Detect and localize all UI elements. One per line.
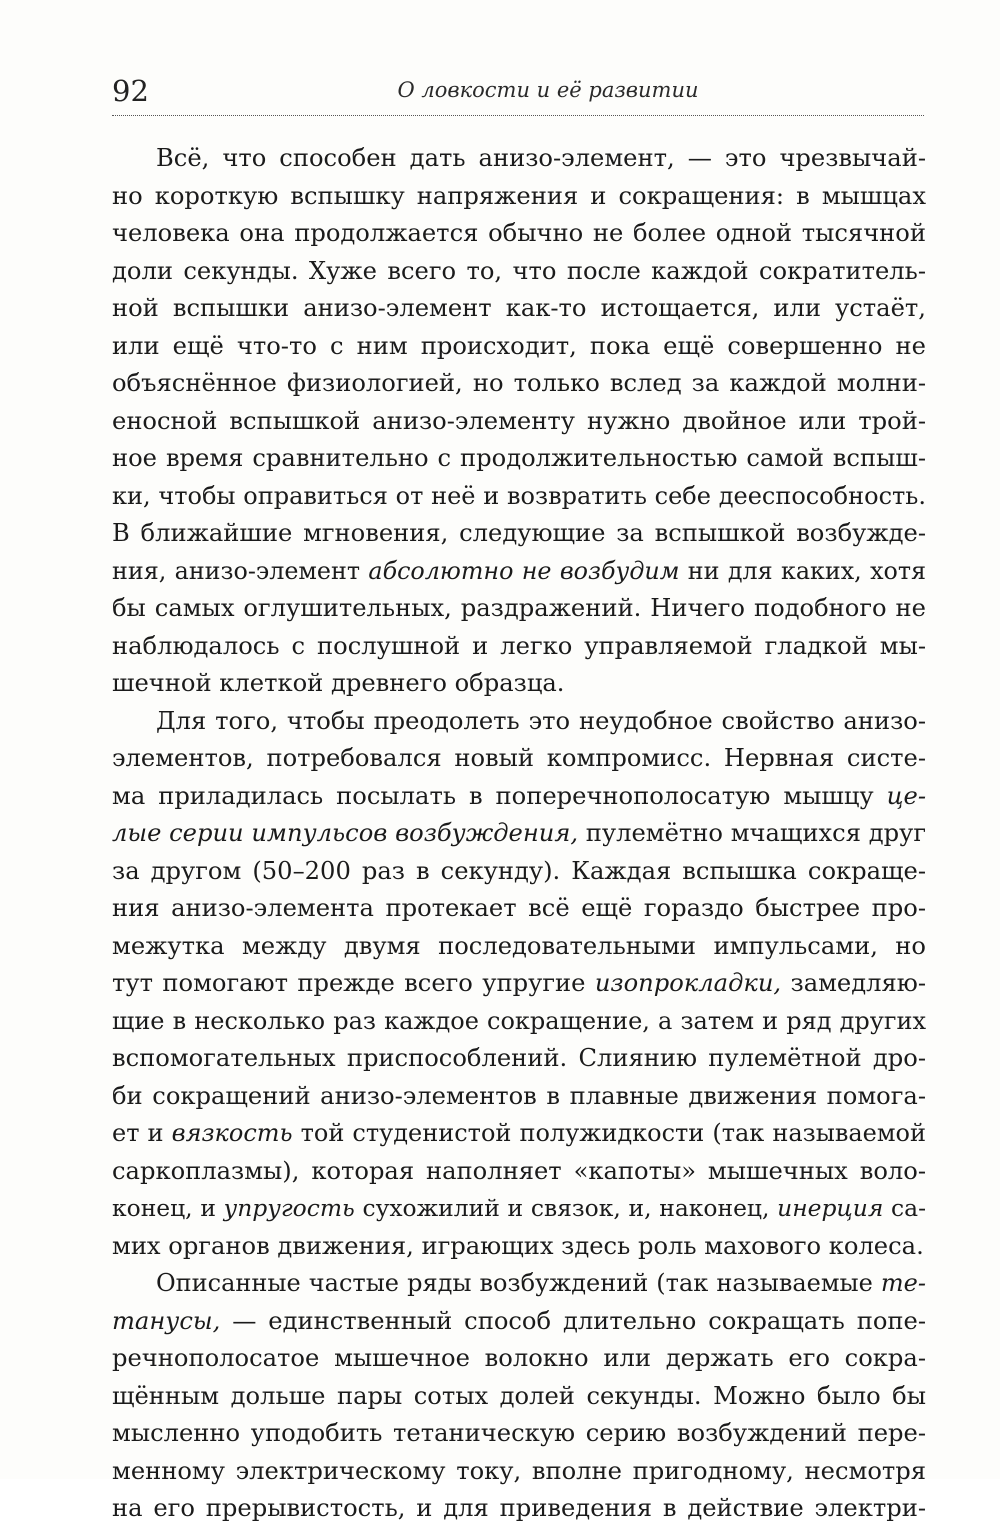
text-line: мих органов движения, играющих здесь роль махового колеса. [112,1231,924,1260]
text-line: Всё, что способен дать анизо-элемент, — это чрезвычай- [156,144,926,172]
italic-emphasis: изопрокладки, [594,969,782,997]
text-segment: ма приладилась посылать в поперечнополосатую мышцу [112,781,887,810]
text-line: еносной вспышкой анизо-элементу нужно двойное или трой- [112,406,926,435]
text-line: человека она продолжается обычно не более одной тысячной [112,219,926,247]
paragraph-2 [112,703,926,1266]
text-segment: ет и [112,1119,172,1147]
text-line: саркоплазмы), которая наполняет «капоты» мышечных воло- [112,1156,926,1185]
header-divider [112,115,924,116]
text-line: бы самых оглушительных, раздражений. Ничего подобного не [112,594,926,622]
text-line [112,1190,926,1228]
text-line: на его прерывистость, и для приведения в действие электри- [112,1494,926,1522]
text-line: ки, чтобы оправиться от неё и возвратить себе дееспособность. [112,481,926,510]
text-line: элементов, потребовался новый компромисс. Нервная систе- [112,744,926,772]
text-line: шечной клеткой древнего образца. [112,669,565,697]
text-line [112,553,926,591]
text-segment: ния, анизо-элемент [112,556,369,585]
body-text [112,140,926,1528]
text-line: ное время сравнительно с продолжительностью самой вспыш- [112,444,926,472]
italic-emphasis: абсолютно не возбудим [368,556,680,585]
text-segment: тут помогают прежде всего упругие [112,969,595,997]
text-segment: Описанные частые ряды возбуждений (так называемые [156,1269,881,1297]
text-line: наблюдалось с послушной и легко управляемой гладкой мы- [112,631,926,660]
text-segment: той студенистой полужидкости (так называемой [292,1119,926,1147]
text-line: доли секунды. Хуже всего то, что после каждой сократитель- [112,256,926,285]
text-segment: — единственный способ длительно сокращать попе- [220,1306,926,1335]
italic-emphasis: те- [880,1269,926,1297]
italic-emphasis: вязкость [171,1119,293,1147]
text-line: щие в несколько раз каждое сокращение, а затем и ряд других [112,1006,926,1035]
italic-emphasis: упругость [223,1194,355,1222]
paragraph-1 [112,140,926,703]
text-line [112,1303,926,1341]
text-line: ной вспышки анизо-элемент как-то истощается, или устаёт, [112,294,926,322]
paragraph-3 [112,1265,926,1528]
text-segment: пулемётно мчащихся друг [578,819,926,847]
text-line: би сокращений анизо-элементов в плавные движения помога- [112,1081,926,1110]
italic-emphasis: танусы, [112,1306,221,1335]
italic-emphasis: це- [886,781,926,810]
text-line: за другом (50–200 раз в секунду). Каждая вспышка сокраще- [112,856,926,885]
text-line: менному электрическому току, вполне пригодному, несмотря [112,1456,926,1485]
text-segment: замедляю- [781,969,926,997]
text-line: но короткую вспышку напряжения и сокращения: в мышцах [112,181,926,210]
text-line: или ещё что-то с ним происходит, пока ещё совершенно не [112,331,926,360]
text-line [112,965,926,1003]
italic-emphasis: инерция [777,1194,884,1222]
running-title: О ловкости и её развитии [397,78,699,102]
page-header [112,66,924,114]
text-line: мысленно уподобить тетаническую серию возбуждений пере- [112,1419,926,1447]
text-segment: конец, и [112,1194,224,1222]
text-line [112,778,926,816]
text-line [112,1265,926,1303]
text-line: речнополосатое мышечное волокно или держать его сокра- [112,1344,926,1372]
text-line [112,815,926,853]
text-line: вспомогательных приспособлений. Слиянию пулемётной дро- [112,1044,926,1072]
text-line: В ближайшие мгновения, следующие за вспышкой возбужде- [112,519,926,547]
text-line: межутка между двумя последовательными импульсами, но [112,931,926,960]
text-segment: ни для каких, хотя [679,556,926,585]
text-line [112,1115,926,1153]
text-line: Для того, чтобы преодолеть это неудобное свойство анизо- [156,706,926,735]
text-line: объяснённое физиологией, но только вслед за каждой молни- [112,369,926,397]
text-segment: са- [883,1194,926,1222]
text-segment: сухожилий и связок, и, наконец, [354,1194,778,1222]
page-number: 92 [112,74,149,108]
text-line: ния анизо-элемента протекает всё ещё гораздо быстрее про- [112,894,926,922]
text-line: щённым дольше пары сотых долей секунды. Можно было бы [112,1381,926,1410]
italic-emphasis: лые серии импульсов возбуждения, [112,819,579,847]
